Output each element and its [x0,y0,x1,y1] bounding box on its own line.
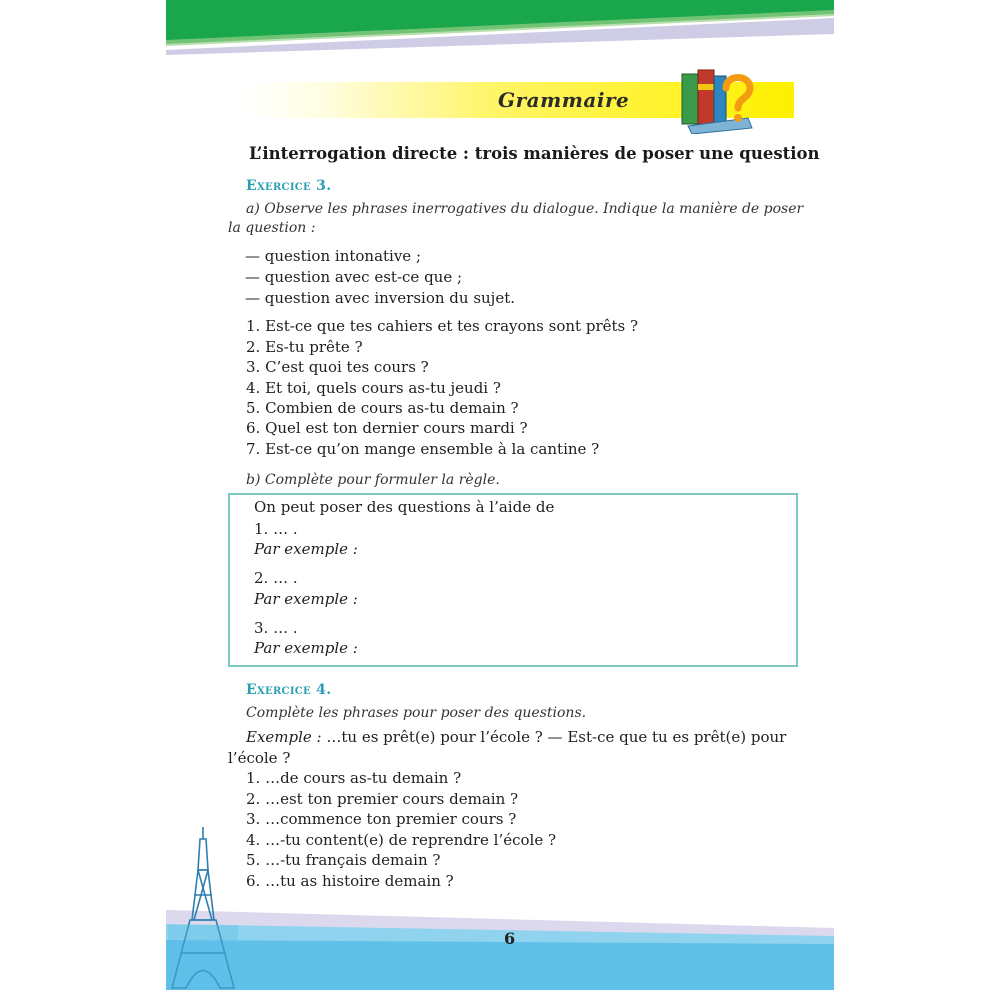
exercise-4-item: 3. …commence ton premier cours ? [246,810,517,828]
question-type-item: — question intonative ; [245,247,422,265]
exercise-4-item: 2. …est ton premier cours demain ? [246,790,519,808]
question-item: 2. Es-tu prête ? [246,338,363,356]
question-item: 5. Combien de cours as-tu demain ? [246,399,519,417]
exercise-3-heading: Exercice 3. [246,178,332,194]
exercise-3-part-b: b) Complète pour formuler la règle. [246,472,500,488]
question-item: 6. Quel est ton dernier cours mardi ? [246,419,528,437]
books-question-mark-icon [678,66,758,134]
example-text: …tu es prêt(e) pour l’école ? — Est-ce que tu es prêt(e) pour [321,728,787,746]
rule-example-label: Par exemple : [254,639,358,657]
exercise-4-instruction: Complète les phrases pour poser des questions. [246,705,587,721]
rule-item-number: 1. … . [254,520,298,538]
question-item: 1. Est-ce que tes cahiers et tes crayons sont prêts ? [246,317,639,335]
question-type-item: — question avec est-ce que ; [245,268,463,286]
top-decor-band [166,0,834,55]
textbook-page [166,0,834,1000]
question-item: 3. C’est quoi tes cours ? [246,358,429,376]
exercise-4-item: 5. …-tu français demain ? [246,851,441,869]
exercise-3-instruction-1: a) Observe les phrases inerrogatives du dialogue. Indique la manière de poser [246,201,804,217]
bottom-decor-band [166,900,834,990]
exercise-4-example [246,728,786,746]
rule-intro: On peut poser des questions à l’aide de [254,498,555,516]
exercise-4-heading: Exercice 4. [246,682,332,698]
question-item: 4. Et toi, quels cours as-tu jeudi ? [246,379,501,397]
example-label: Exemple : [246,728,322,746]
exercise-4-item: 4. …-tu content(e) de reprendre l’école ? [246,831,557,849]
question-item: 7. Est-ce qu’on mange ensemble à la cantine ? [246,440,600,458]
rule-example-label: Par exemple : [254,590,358,608]
exercise-3-instruction-2: la question : [228,220,316,236]
header-title: Grammaire [498,88,630,112]
exercise-4-item: 6. …tu as histoire demain ? [246,872,454,890]
exercise-4-item: 1. …de cours as-tu demain ? [246,769,462,787]
eiffel-tower-icon [168,825,238,990]
rule-item-number: 2. … . [254,569,298,587]
rule-item-number: 3. … . [254,619,298,637]
page-number: 6 [504,929,516,948]
section-title: L’interrogation directe : trois manières de poser une question [249,144,820,163]
exercise-4-example-cont: l’école ? [228,749,291,767]
question-type-item: — question avec inversion du sujet. [245,289,515,307]
rule-example-label: Par exemple : [254,540,358,558]
